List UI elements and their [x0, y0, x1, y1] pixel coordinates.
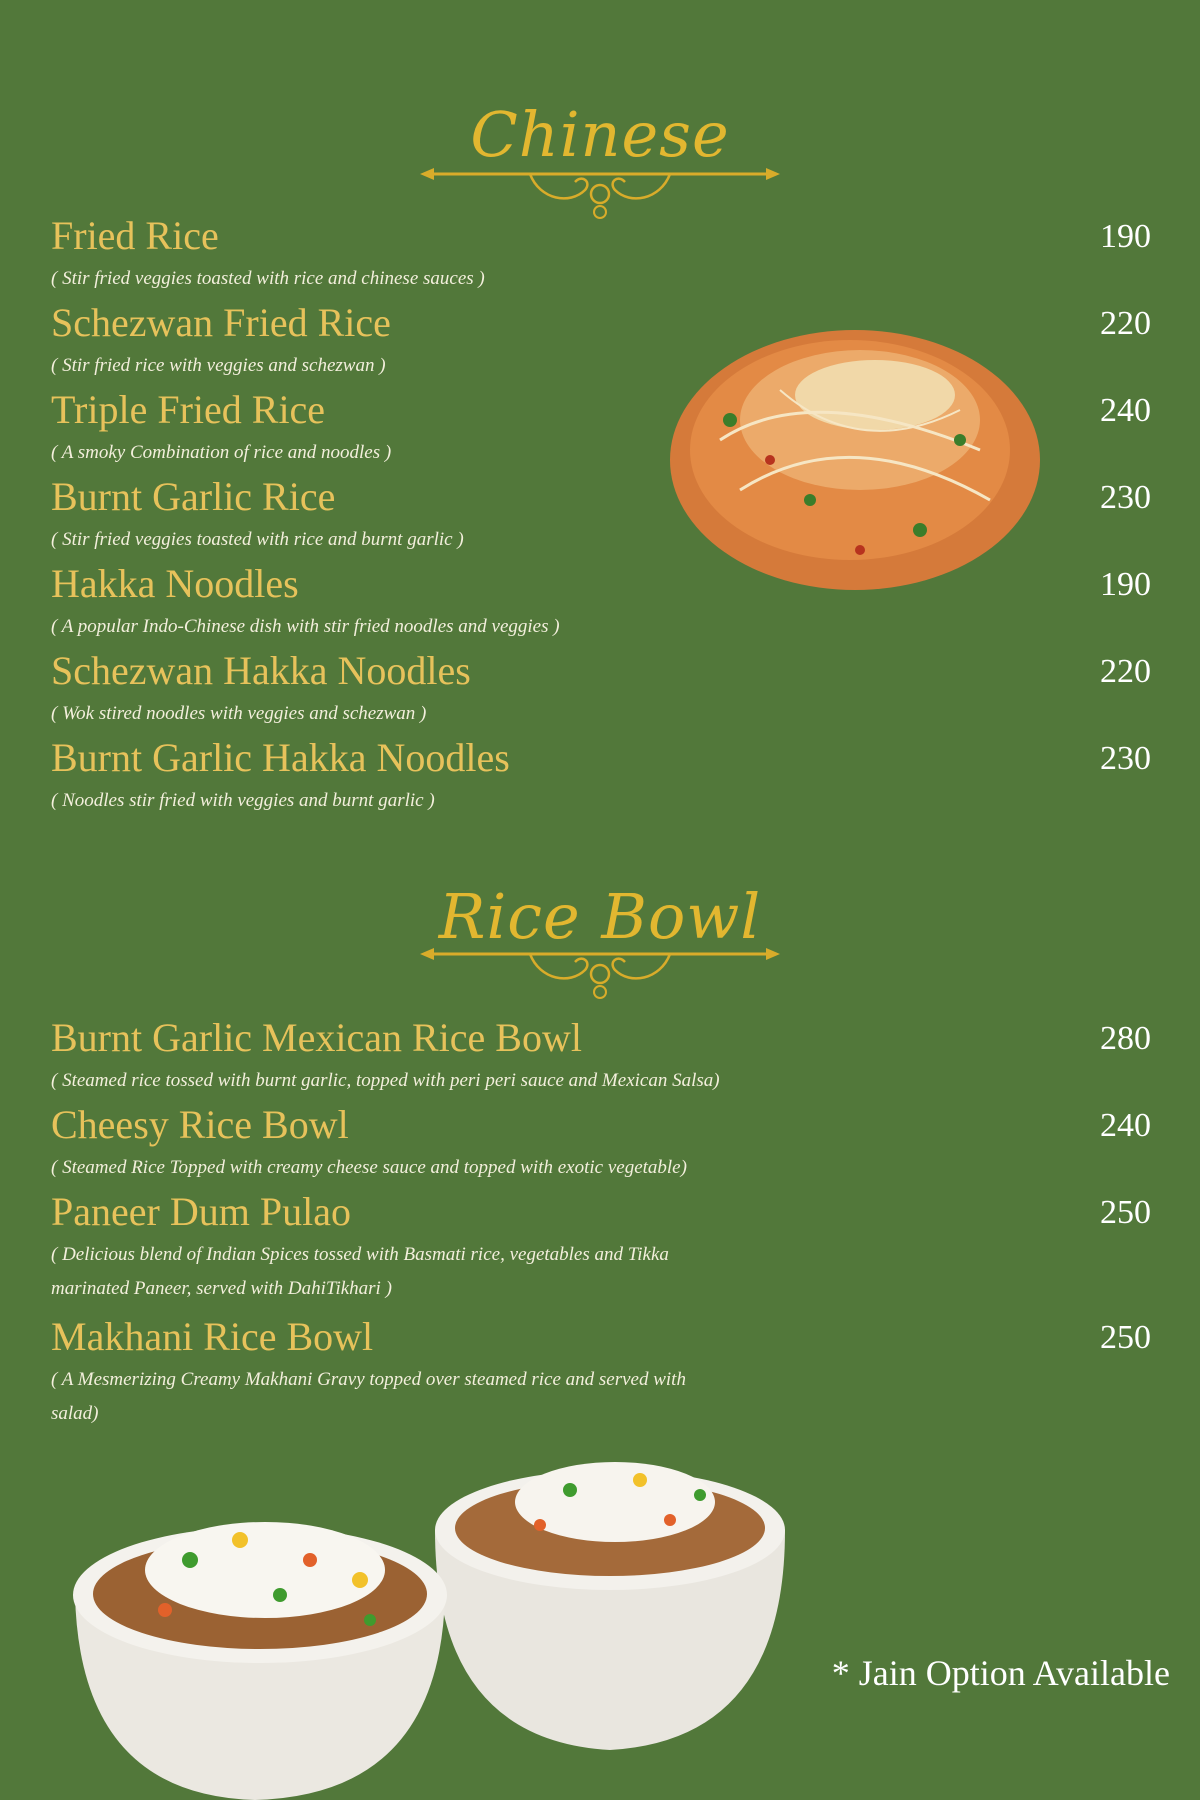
- item-price: 250: [1100, 1319, 1151, 1356]
- item-description: ( Noodles stir fried with veggies and burnt garlic ): [51, 790, 435, 811]
- item-description: ( Stir fried rice with veggies and schezwan ): [51, 355, 386, 376]
- item-price: 220: [1100, 653, 1151, 690]
- item-description: ( Steamed Rice Topped with creamy cheese sauce and topped with exotic vegetable): [51, 1157, 687, 1178]
- menu-item-burnt-garlic-mexican-rice-bowl: [51, 1016, 1151, 1098]
- menu-item-cheesy-rice-bowl: [51, 1103, 1151, 1185]
- menu-item-fried-rice: [51, 214, 1151, 296]
- item-description: ( Delicious blend of Indian Spices tossed with Basmati rice, vegetables and Tikka marinated Paneer, served with DahiTikhari ): [51, 1244, 669, 1299]
- item-description: ( A popular Indo-Chinese dish with stir fried noodles and veggies ): [51, 616, 560, 637]
- jain-option-note: * Jain Option Available: [831, 1653, 1170, 1693]
- item-price: 220: [1100, 305, 1151, 342]
- rice-bowl-section-title: Rice Bowl: [438, 880, 762, 953]
- item-name: Hakka Noodles: [51, 561, 299, 606]
- rice-bowl-flourish-icon: [420, 930, 780, 1010]
- item-price: 230: [1100, 740, 1151, 777]
- menu-item-schezwan-hakka-noodles: [51, 649, 1151, 731]
- item-price: 190: [1100, 218, 1151, 255]
- item-price: 230: [1100, 479, 1151, 516]
- menu-item-burnt-garlic-hakka-noodles: [51, 736, 1151, 818]
- item-description: ( Stir fried veggies toasted with rice and chinese sauces ): [51, 268, 485, 289]
- item-price: 250: [1100, 1194, 1151, 1231]
- item-name: Cheesy Rice Bowl: [51, 1102, 349, 1147]
- item-name: Schezwan Fried Rice: [51, 300, 391, 345]
- item-description: ( Steamed rice tossed with burnt garlic, topped with peri peri sauce and Mexican Salsa): [51, 1070, 720, 1091]
- item-name: Fried Rice: [51, 213, 219, 258]
- item-name: Triple Fried Rice: [51, 387, 326, 432]
- item-name: Burnt Garlic Mexican Rice Bowl: [51, 1015, 582, 1060]
- item-description: ( A Mesmerizing Creamy Makhani Gravy topped over steamed rice and served with salad): [51, 1369, 686, 1424]
- item-price: 280: [1100, 1020, 1151, 1057]
- item-name: Burnt Garlic Rice: [51, 474, 336, 519]
- fried-rice-image: [660, 300, 1050, 610]
- item-price: 240: [1100, 392, 1151, 429]
- menu-item-paneer-dum-pulao: [51, 1190, 1151, 1306]
- item-name: Makhani Rice Bowl: [51, 1314, 374, 1359]
- chinese-section-title: Chinese: [470, 98, 730, 171]
- item-name: Schezwan Hakka Noodles: [51, 648, 471, 693]
- item-price: 240: [1100, 1107, 1151, 1144]
- item-price: 190: [1100, 566, 1151, 603]
- item-description: ( Stir fried veggies toasted with rice and burnt garlic ): [51, 529, 464, 550]
- item-description: ( A smoky Combination of rice and noodles ): [51, 442, 392, 463]
- item-name: Paneer Dum Pulao: [51, 1189, 351, 1234]
- rice-bowls-image: [70, 1410, 790, 1800]
- item-description: ( Wok stired noodles with veggies and schezwan ): [51, 703, 427, 724]
- item-name: Burnt Garlic Hakka Noodles: [51, 735, 510, 780]
